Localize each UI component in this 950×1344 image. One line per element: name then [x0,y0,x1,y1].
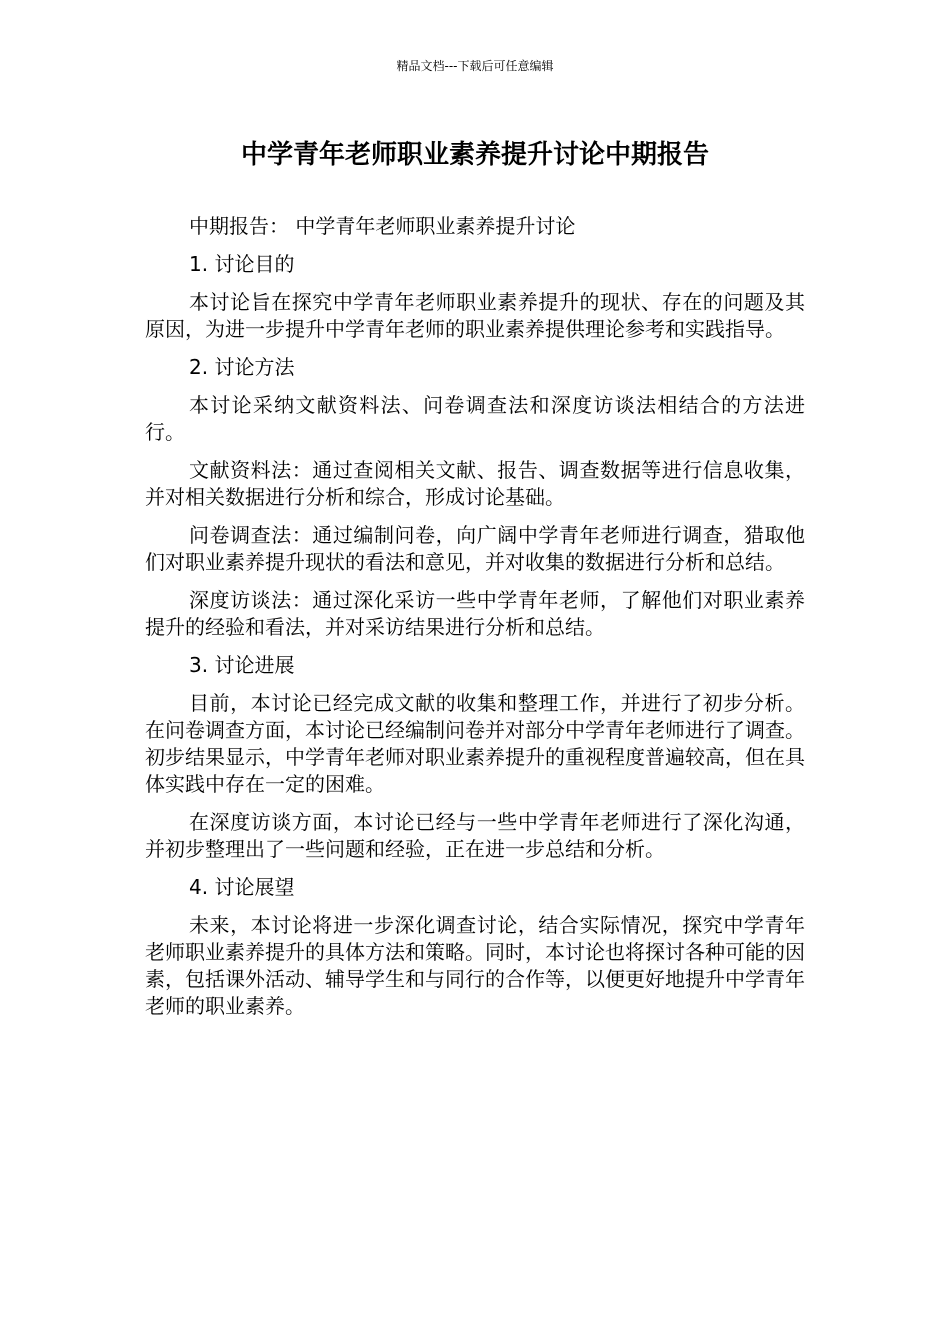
section-heading-outlook: 4. 讨论展望 [189,875,295,899]
section-heading-methods: 2. 讨论方法 [189,355,295,379]
paragraph-literature-method: 文献资料法：通过查阅相关文献、报告、调查数据等进行信息收集，并对相关数据进行分析和综合，形成讨论基础。 [145,458,805,509]
document-body [145,213,805,1031]
paragraph-outlook: 未来，本讨论将进一步深化调查讨论，结合实际情况，探究中学青年老师职业素养提升的具体方法和策略。同时，本讨论也将探讨各种可能的因素，包括课外活动、辅导学生和与同行的合作等，以便更好地提升中学青年老师的职业素养。 [145,913,805,1018]
document-title: 中学青年老师职业素养提升讨论中期报告 [240,140,709,170]
paragraph-purpose: 本讨论旨在探究中学青年老师职业素养提升的现状、存在的问题及其原因，为进一步提升中学青年老师的职业素养提供理论参考和实践指导。 [145,290,805,341]
paragraph-progress: 目前，本讨论已经完成文献的收集和整理工作，并进行了初步分析。在问卷调查方面，本讨论已经编制问卷并对部分中学青年老师进行了调查。初步结果显示，中学青年老师对职业素养提升的重视程度普遍较高，但在具体实践中存在一定的困难。 [145,691,805,796]
paragraph-interview-progress: 在深度访谈方面，本讨论已经与一些中学青年老师进行了深化沟通，并初步整理出了一些问题和经验，正在进一步总结和分析。 [145,810,805,861]
header-note: 精品文档---下载后可任意编辑 [396,59,554,73]
section-heading-progress: 3. 讨论进展 [189,653,295,677]
paragraph-questionnaire-method: 问卷调查法：通过编制问卷，向广阔中学青年老师进行调查，猎取他们对职业素养提升现状的看法和意见，并对收集的数据进行分析和总结。 [145,523,805,574]
paragraph-interview-method: 深度访谈法：通过深化采访一些中学青年老师，了解他们对职业素养提升的经验和看法，并对采访结果进行分析和总结。 [145,588,805,639]
report-subtitle: 中期报告： 中学青年老师职业素养提升讨论 [189,214,576,238]
paragraph-methods-intro: 本讨论采纳文献资料法、问卷调查法和深度访谈法相结合的方法进行。 [145,393,805,444]
section-heading-purpose: 1. 讨论目的 [189,252,295,276]
